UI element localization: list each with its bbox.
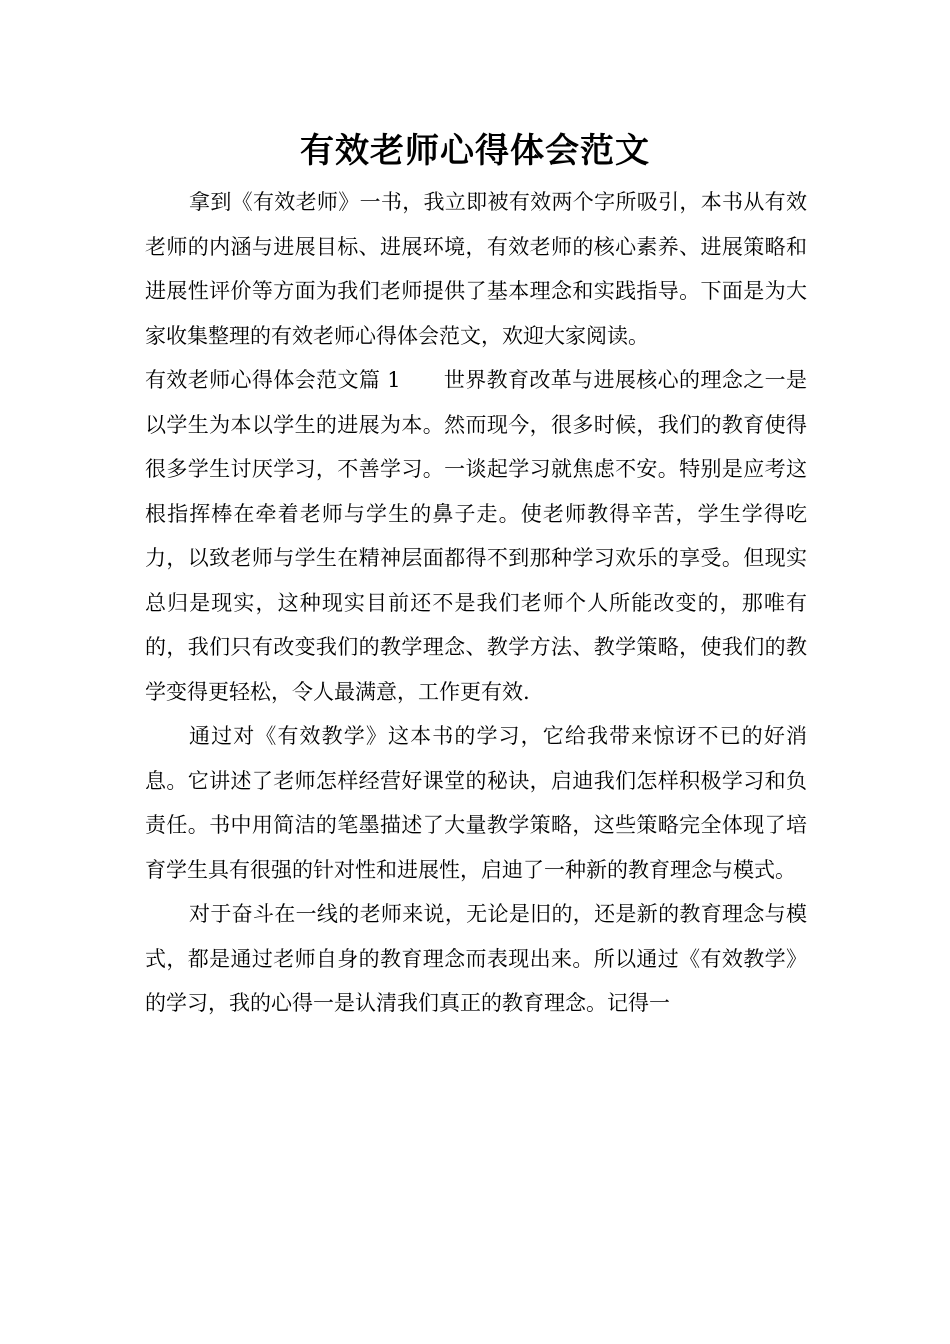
document-body xyxy=(145,180,807,1026)
body-paragraph: 对于奋斗在一线的老师来说，无论是旧的，还是新的教育理念与模式，都是通过老师自身的教育理念而表现出来。所以通过《有效教学》的学习，我的心得一是认清我们真正的教育理念。记得一 xyxy=(145,902,807,1015)
document-title: 有效老师心得体会范文 xyxy=(300,131,650,171)
body-paragraph: 通过对《有效教学》这本书的学习，它给我带来惊讶不已的好消息。它讲述了老师怎样经营好课堂的秘诀，启迪我们怎样积极学习和负责任。书中用简洁的笔墨描述了大量教学策略，这些策略完全体现了培育学生具有很强的针对性和进展性，启迪了一种新的教育理念与模式。 xyxy=(145,724,807,882)
article-1-paragraph: 有效老师心得体会范文篇 1 世界教育改革与进展核心的理念之一是以学生为本以学生的进展为本。然而现今，很多时候，我们的教育使得很多学生讨厌学习，不善学习。一谈起学习就焦虑不安。特别是应考这根指挥棒在牵着老师与学生的鼻子走。使老师教得辛苦，学生学得吃力，以致老师与学生在精神层面都得不到那种学习欢乐的享受。但现实总归是现实，这种现实目前还不是我们老师个人所能改变的，那唯有的，我们只有改变我们的教学理念、教学方法、教学策略，使我们的教学变得更轻松，令人最满意，工作更有效. xyxy=(145,368,807,704)
intro-paragraph: 拿到《有效老师》一书，我立即被有效两个字所吸引，本书从有效老师的内涵与进展目标、进展环境，有效老师的核心素养、进展策略和进展性评价等方面为我们老师提供了基本理念和实践指导。下面是为大家收集整理的有效老师心得体会范文，欢迎大家阅读。 xyxy=(145,190,807,348)
